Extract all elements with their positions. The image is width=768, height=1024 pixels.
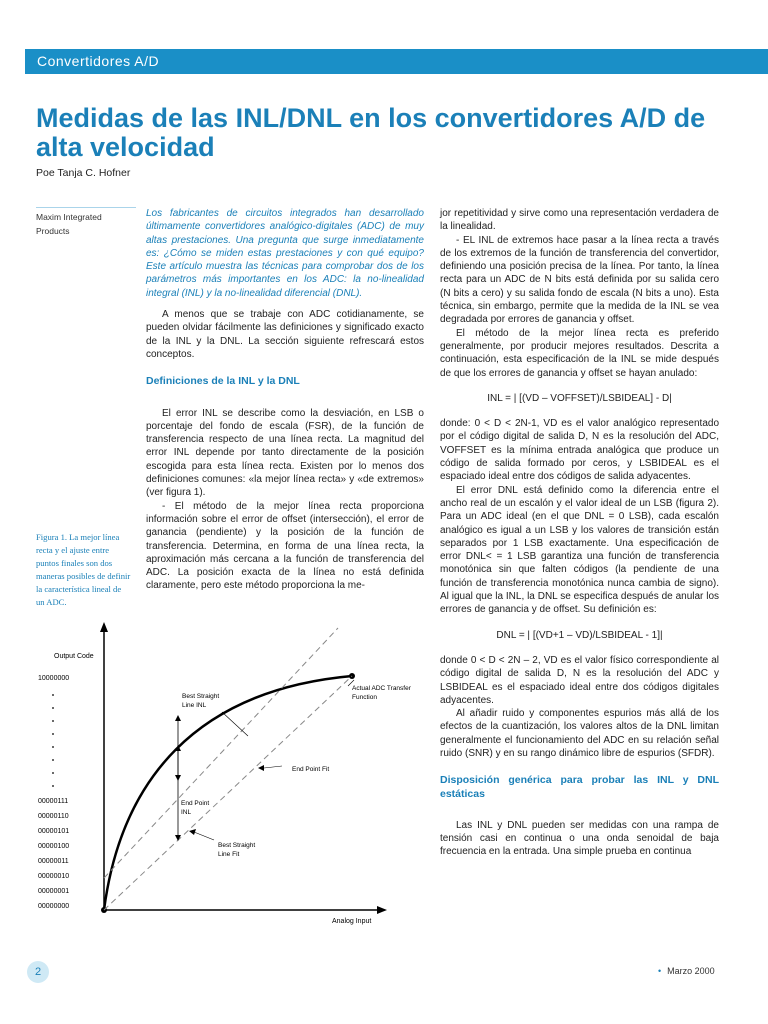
- paragraph: donde 0 < D < 2N – 2, VD es el valor físico correspondiente al código digital de salida D, N es la resolución del ADC y LSBIDEAL es el espaciado ideal entre dos códigos digitales adyacentes.: [440, 654, 719, 706]
- label-best-fit: Best Straight Line Fit: [218, 842, 256, 858]
- paragraph: A menos que se trabaje con ADC cotidianamente, se pueden olvidar fácilmente las definiciones y significado exacto de la INL y la DNL. La sección siguiente refrescará estos conceptos.: [146, 309, 424, 360]
- paragraph: donde: 0 < D < 2N-1, VD es el valor analógico representado por el código digital de salida D, N es la resolución del ADC, VOFFSET es la mínima entrada analógica que produce un código de salida formado por ceros, y LSBIDEAL es el espaciado ideal entre dos códigos de salida adyacentes.: [440, 418, 719, 483]
- page-number: 2: [27, 961, 49, 983]
- code-label: 00000011: [38, 858, 69, 865]
- label-end-point-fit: End Point Fit: [292, 766, 330, 773]
- best-straight-line-fit: [104, 628, 338, 878]
- issue-date: • Marzo 2000: [658, 966, 715, 976]
- affiliation: Maxim Integrated Products: [36, 207, 136, 238]
- y-axis-arrow: [100, 622, 108, 632]
- figure-1: [36, 620, 436, 930]
- dnl-formula: DNL = | [(VD+1 – VD)/LSBIDEAL - 1]|: [496, 629, 663, 641]
- paragraph: jor repetitividad y sirve como una representación verdadera de la linealidad.: [440, 208, 719, 233]
- paragraph: El método de la mejor línea recta es preferido generalmente, por producir mejores resultados. Descrita a continuación, esta especificación de la INL se mide después de que los errores de ganancia y offset se hayan anulado:: [440, 327, 719, 379]
- paragraph: El error INL se describe como la desviación, en LSB o porcentaje del fondo de escala (FSR), de la función de transferencia respecto de una línea recta. La magnitud del error INL depende por tanto directamente de la posición escogida para esta línea recta. Existen por lo menos dos definiciones comunes: «la mejor línea recta» y «de extremos» (ver figura 1).: [146, 407, 424, 499]
- author: Poe Tanja C. Hofner: [36, 167, 131, 179]
- code-dots: [52, 694, 54, 787]
- label-actual-transfer: Actual ADC Transfer Function: [352, 685, 411, 701]
- lead-paragraph: Los fabricantes de circuitos integrados han desarrollado últimamente convertidores analógico-digitales (ADC) de muy altas prestaciones. Una pregunta que surge inmediatamente es: ¿Cómo se miden estas prestaciones y con qué equipo? Este artículo muestra las técnicas para comprobar dos de los parámetros más importantes en los ADC: la no-linealidad integral (INL) y la no-linealidad diferencial (DNL).: [146, 208, 424, 299]
- code-label: 00000111: [38, 798, 69, 805]
- figure-caption: Figura 1. La mejor línea recta y el ajuste entre puntos finales son dos maneras posibles de definir la característica lineal de un ADC.: [36, 532, 131, 607]
- code-label: 00000001: [38, 888, 70, 895]
- left-column: [146, 207, 424, 593]
- inl-formula: INL = | [(VD – VOFFSET)/LSBIDEAL] - D|: [487, 392, 672, 404]
- paragraph: - EL INL de extremos hace pasar a la línea recta a través de los extremos de la función de transferencia del convertidor, definiendo una posición precisa de la línea. Por tanto, la línea recta para un ADC de N bits está definida por su salida cero (N bits a cero) y su salida fondo de escala (N bits a uno). Esta técnica, sin embargo, permite que la medida de la INL se vea degradada por errores de ganancia y offset.: [440, 234, 719, 326]
- y-axis-label: Output Code: [54, 653, 94, 660]
- section-title: Convertidores A/D: [37, 53, 160, 69]
- code-label: 00000010: [38, 873, 70, 880]
- article-title: Medidas de las INL/DNL en los convertidores A/D de alta velocidad: [36, 103, 706, 162]
- code-label: 00000101: [38, 828, 70, 835]
- code-labels: [38, 675, 69, 910]
- paragraph: Las INL y DNL pueden ser medidas con una rampa de tensión casi en continua o una onda senoidal de baja frecuencia en la entrada. Una simple prueba en continua: [440, 819, 719, 858]
- label-end-point-inl: End Point INL: [181, 800, 210, 816]
- x-axis-arrow: [377, 906, 387, 914]
- label-best-inl: Best Straight Line INL: [182, 693, 220, 709]
- paragraph: Al añadir ruido y componentes espurios más allá de los efectos de la cuantización, los valores altos de la DNL limitan generalmente el funcionamiento del ADC en su relación señal ruido (SNR) y en su rango dinámico libre de espurios (SFDR).: [440, 708, 719, 759]
- paragraph: - El método de la mejor línea recta proporciona información sobre el error de offset (intersección), el error de ganancia (pendiente) y la posición de la función de transferencia. Determina, en forma de una línea recta, la aproximación más cercana a la función de transferencia del ADC. La posición exacta de la línea no está definida claramente, pero este método proporciona la me-: [146, 500, 424, 592]
- section-bar: [25, 49, 768, 74]
- code-label: 00000000: [38, 903, 70, 910]
- section-heading: Disposición genérica para probar las INL y DNL estáticas: [440, 774, 719, 800]
- paragraph: El error DNL está definido como la diferencia entre el ancho real de un escalón y el valor ideal de un LSB (figura 2). Para un ADC ideal (en el que DNL = 0 LSB), cada escalón analógico es igual a un LSB y los valores de transición están separados por 1 LSB exactamente. Una especificación de error DNL< = 1 LSB garantiza una función de transferencia monotónica sin que falten códigos (la pendiente de una función de transferencia monotónica nunca cambia de signo). Al igual que la INL, la DNL se especifica después de anular los errores de ganancia y de offset. Su definición es:: [440, 484, 719, 616]
- code-label: 00000100: [38, 843, 70, 850]
- date-text: Marzo 2000: [667, 966, 715, 976]
- right-column: [440, 207, 719, 859]
- x-axis-label: Analog Input: [332, 918, 372, 925]
- section-heading: Definiciones de la INL y la DNL: [146, 375, 300, 388]
- code-label: 00000110: [38, 813, 69, 820]
- code-label: 10000000: [38, 675, 70, 682]
